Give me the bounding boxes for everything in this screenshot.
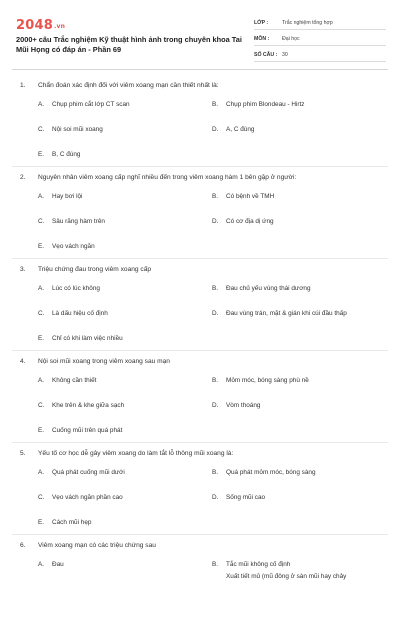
option-text: Có cơ địa dị ứng bbox=[226, 218, 274, 225]
option-text: Cuống mũi trên quá phát bbox=[52, 427, 123, 434]
answer-option[interactable] bbox=[212, 560, 290, 569]
option-letter: C. bbox=[38, 310, 45, 317]
question-text: Triệu chứng đau trong viêm xoang cấp bbox=[38, 266, 152, 273]
question-block bbox=[0, 172, 400, 264]
question-text-row bbox=[20, 358, 388, 365]
info-label: MÔN : bbox=[254, 36, 270, 42]
option-text: Đau vùng trán, mặt & gián khi cúi đầu thấp bbox=[226, 310, 347, 317]
answer-option[interactable] bbox=[38, 426, 122, 435]
option-letter: E. bbox=[38, 519, 45, 526]
option-text: Mỏm móc, bóng sàng phù nề bbox=[226, 377, 309, 384]
option-letter: A. bbox=[38, 561, 45, 568]
question-text: Chẩn đoán xác định đối với viêm xoang mạn cần thiết nhất là: bbox=[38, 82, 219, 89]
option-letter: A. bbox=[38, 469, 45, 476]
option-text: Sâu răng hàm trên bbox=[52, 218, 105, 225]
answer-option[interactable] bbox=[38, 518, 91, 527]
question-separator bbox=[12, 258, 388, 259]
logo-text: 2048 bbox=[16, 18, 53, 33]
question-text-row bbox=[20, 82, 388, 89]
answer-option[interactable] bbox=[38, 468, 125, 477]
question-text-row bbox=[20, 174, 388, 181]
info-value: Trắc nghiệm tổng hợp bbox=[282, 20, 333, 26]
answer-option[interactable] bbox=[212, 284, 311, 293]
option-letter: B. bbox=[212, 101, 219, 108]
answer-option[interactable] bbox=[226, 572, 346, 581]
page-header bbox=[0, 0, 400, 64]
option-text: Là dấu hiệu cố định bbox=[52, 310, 108, 317]
question-number: 5. bbox=[20, 450, 26, 457]
question-separator bbox=[12, 534, 388, 535]
option-letter: D. bbox=[212, 126, 219, 133]
option-text: Chụp phim Blondeau - Hirtz bbox=[226, 101, 305, 108]
option-letter: D. bbox=[212, 218, 219, 225]
info-value: 30 bbox=[282, 52, 288, 58]
logo-suffix: .vn bbox=[53, 23, 66, 30]
info-value: Đại học bbox=[282, 36, 300, 42]
question-number: 1. bbox=[20, 82, 26, 89]
info-label: SỐ CÂU : bbox=[254, 52, 278, 58]
info-row-count bbox=[254, 46, 386, 62]
question-block bbox=[0, 80, 400, 172]
option-text: Hay bơi lội bbox=[52, 193, 83, 200]
option-letter: C. bbox=[38, 126, 45, 133]
question-text-row bbox=[20, 266, 388, 273]
option-letter: D. bbox=[212, 310, 219, 317]
option-letter: E. bbox=[38, 335, 45, 342]
option-text: B, C đúng bbox=[52, 151, 81, 158]
document-title: 2000+ câu Trắc nghiệm Kỹ thuật hình ảnh trong chuyên khoa Tai Mũi Họng có đáp án - Phần 69 bbox=[16, 35, 242, 54]
option-letter: A. bbox=[38, 101, 45, 108]
option-letter: B. bbox=[212, 285, 219, 292]
answer-option[interactable] bbox=[38, 334, 123, 343]
question-block bbox=[0, 264, 400, 356]
answer-option[interactable] bbox=[38, 284, 100, 293]
question-text-row bbox=[20, 450, 388, 457]
answer-option[interactable] bbox=[212, 401, 260, 410]
option-letter: C. bbox=[38, 402, 45, 409]
option-letter: A. bbox=[38, 193, 45, 200]
answer-option[interactable] bbox=[38, 560, 64, 569]
question-number: 2. bbox=[20, 174, 26, 181]
question-separator bbox=[12, 442, 388, 443]
answer-option[interactable] bbox=[212, 192, 274, 201]
option-text: Lúc có lúc không bbox=[52, 285, 100, 292]
option-text: Khe trên & khe giữa sạch bbox=[52, 402, 125, 409]
option-text: Nội soi mũi xoang bbox=[52, 126, 103, 133]
answer-option[interactable] bbox=[38, 192, 82, 201]
option-letter: A. bbox=[38, 377, 45, 384]
answer-option[interactable] bbox=[38, 217, 105, 226]
question-text: Nội soi mũi xoang trong viêm xoang sau mạn bbox=[38, 358, 170, 365]
question-number: 3. bbox=[20, 266, 26, 273]
answer-option[interactable] bbox=[38, 376, 96, 385]
option-letter: D. bbox=[212, 494, 219, 501]
question-text-row bbox=[20, 542, 388, 549]
option-letter: A. bbox=[38, 285, 45, 292]
answer-option[interactable] bbox=[38, 125, 103, 134]
answer-option[interactable] bbox=[212, 100, 305, 109]
option-text: Sống mũi cao bbox=[226, 494, 266, 501]
question-block bbox=[0, 540, 400, 632]
option-text: Cách mũi hẹp bbox=[52, 519, 92, 526]
option-letter: C. bbox=[38, 218, 45, 225]
option-letter: B. bbox=[212, 561, 219, 568]
answer-option[interactable] bbox=[38, 401, 124, 410]
option-text: Tắc mũi không cố định bbox=[226, 561, 291, 568]
answer-option[interactable] bbox=[212, 309, 347, 318]
question-number: 4. bbox=[20, 358, 26, 365]
question-separator bbox=[12, 350, 388, 351]
question-text: Viêm xoang mạn có các triệu chứng sau bbox=[38, 542, 156, 549]
answer-option[interactable] bbox=[38, 242, 95, 251]
question-text: Nguyên nhân viêm xoang cấp nghĩ nhiều đến trong viêm xoang hàm 1 bên gặp ở người: bbox=[38, 174, 297, 181]
answer-option[interactable] bbox=[38, 150, 80, 159]
option-text: Vòm thoáng bbox=[226, 402, 261, 409]
option-letter: E. bbox=[38, 427, 45, 434]
answer-option[interactable] bbox=[212, 376, 309, 385]
answer-option[interactable] bbox=[38, 309, 108, 318]
option-text: Quá phát cuống mũi dưới bbox=[52, 469, 125, 476]
document-info bbox=[254, 14, 386, 62]
answer-option[interactable] bbox=[212, 493, 265, 502]
answer-option[interactable] bbox=[212, 468, 316, 477]
question-separator bbox=[12, 166, 388, 167]
option-text: Có bệnh về TMH bbox=[226, 193, 275, 200]
option-text: Quá phát mỏm móc, bóng sàng bbox=[226, 469, 316, 476]
option-text: Không cần thiết bbox=[52, 377, 97, 384]
answer-option[interactable] bbox=[38, 493, 123, 502]
answer-option[interactable] bbox=[212, 217, 274, 226]
site-logo[interactable] bbox=[16, 18, 65, 33]
option-letter: E. bbox=[38, 151, 45, 158]
option-text: Chụp phim cắt lớp CT scan bbox=[52, 101, 130, 108]
question-number: 6. bbox=[20, 542, 26, 549]
option-letter: D. bbox=[212, 402, 219, 409]
info-row-class bbox=[254, 14, 386, 30]
option-text: Chỉ có khi làm việc nhiều bbox=[52, 335, 123, 342]
option-text: A, C đúng bbox=[226, 126, 255, 133]
option-text: Vẹo vách ngăn bbox=[52, 243, 95, 250]
answer-option[interactable] bbox=[212, 125, 254, 134]
option-text: Đau bbox=[52, 561, 64, 568]
option-text: Vẹo vách ngăn phần cao bbox=[52, 494, 123, 501]
option-letter: C. bbox=[38, 494, 45, 501]
option-letter: B. bbox=[212, 469, 219, 476]
option-letter: B. bbox=[212, 377, 219, 384]
header-divider bbox=[12, 69, 388, 70]
option-letter: B. bbox=[212, 193, 219, 200]
question-list bbox=[0, 80, 400, 632]
option-text: Đau chủ yếu vùng thái dương bbox=[226, 285, 311, 292]
option-text: Xuất tiết mủ (mũ đông ở sàn mũi hay chảy bbox=[226, 573, 347, 580]
option-letter: E. bbox=[38, 243, 45, 250]
question-block bbox=[0, 356, 400, 448]
question-text: Yếu tố cơ học dễ gây viêm xoang do làm tắt lỗ thông mũi xoang là: bbox=[38, 450, 234, 457]
question-block bbox=[0, 448, 400, 540]
info-row-subject bbox=[254, 30, 386, 46]
answer-option[interactable] bbox=[38, 100, 130, 109]
info-label: LỚP : bbox=[254, 20, 269, 26]
